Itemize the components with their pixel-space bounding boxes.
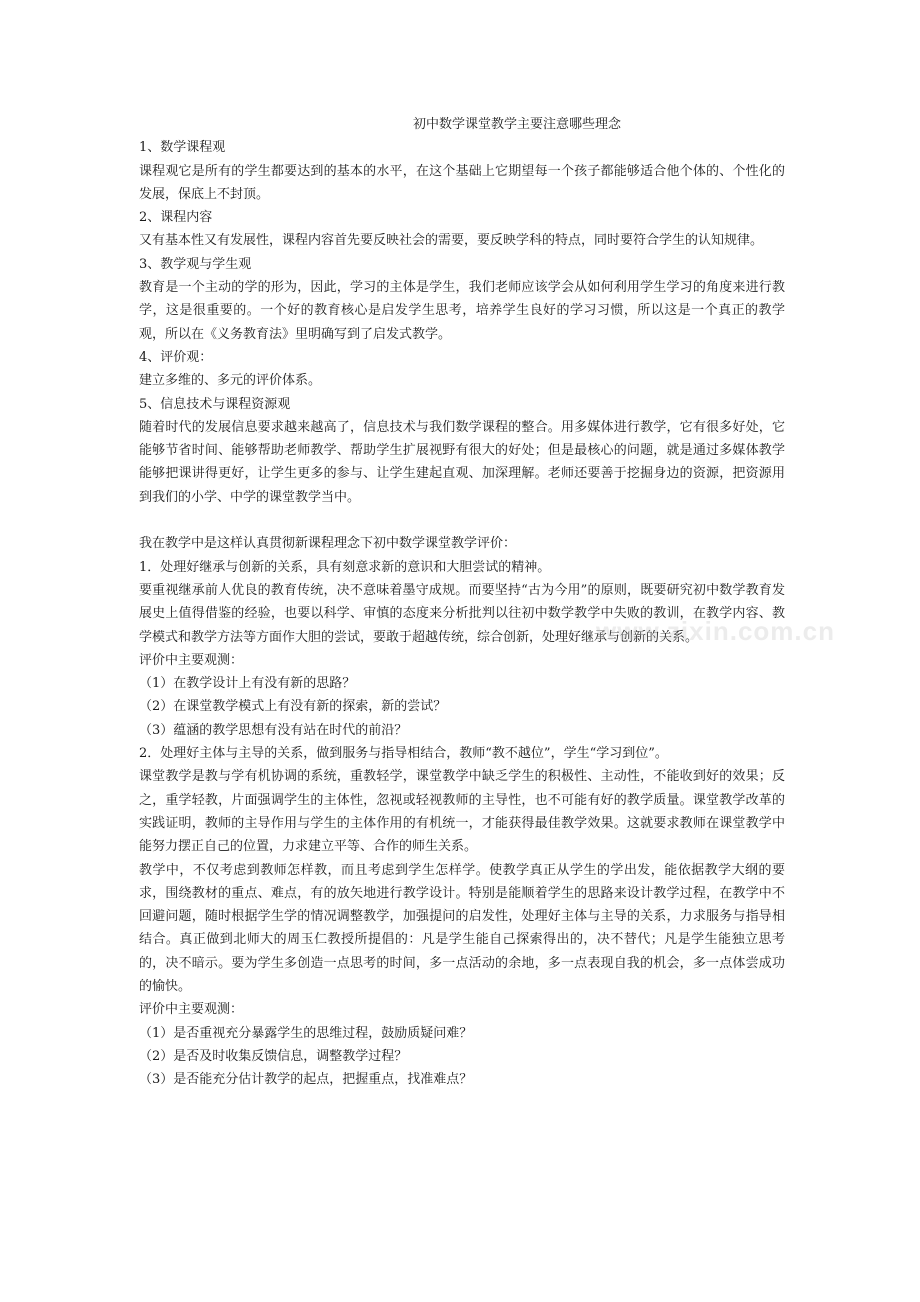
item-2-observe-point: （1）是否重视充分暴露学生的思维过程，鼓励质疑问难？: [139, 1025, 473, 1041]
section-3-heading: 3、教学观与学生观: [139, 256, 252, 272]
item-2-heading: 2．处理好主体与主导的关系，做到服务与指导相结合，教师“教不越位”，学生“学习到位”。: [139, 746, 668, 762]
item-1-observe-label: 评价中主要观测：: [139, 652, 244, 668]
item-2-body-paragraph-1: 课堂教学是教与学有机协调的系统，重教轻学，课堂教学中缺乏学生的积极性、主动性，不能收到好的效果；反之，重学轻教，片面强调学生的主体性，忽视或轻视教师的主导性，也不可能有好的教学质量。课堂教学改革的实践证明，教师的主导作用与学生的主体作用的有机统一，才能获得最佳教学效果。这就要求教师在课堂教学中能努力摆正自己的位置，力求建立平等、合作的师生关系。: [139, 769, 785, 855]
blank-line: [139, 509, 785, 532]
section-2-heading: 2、课程内容: [139, 210, 213, 226]
item-2-observe-point: （3）是否能充分估计教学的起点，把握重点，找准难点？: [139, 1072, 473, 1088]
item-2-observe-label: 评价中主要观测：: [139, 1002, 244, 1018]
document-title: 初中数学课堂教学主要注意哪些理念: [412, 117, 621, 132]
item-2-observe-point: （2）是否及时收集反馈信息，调整教学过程？: [139, 1048, 408, 1064]
item-1-observe-point: （2）在课堂教学模式上有没有新的探索，新的尝试？: [139, 699, 447, 715]
item-1-observe-point: （1）在教学设计上有没有新的思路？: [139, 676, 356, 692]
item-2-body-paragraph-2: 教学中，不仅考虑到教师怎样教，而且考虑到学生怎样学。使教学真正从学生的学出发，能依据教学大纲的要求，围绕教材的重点、难点，有的放矢地进行教学设计。特别是能顺着学生的思路来设计教学过程，在教学中不回避问题，随时根据学生学的情况调整教学，加强提问的启发性，处理好主体与主导的关系，力求服务与指导相结合。真正做到北师大的周玉仁教授所提倡的：凡是学生能自己探索得出的，决不替代；凡是学生能独立思考的，决不暗示。要为学生多创造一点思考的时间，多一点活动的余地，多一点表现自我的机会，多一点体尝成功的愉快。: [139, 862, 785, 994]
item-1-heading: 1．处理好继承与创新的关系，具有刻意求新的意识和大胆尝试的精神。: [139, 559, 551, 575]
part-2-intro: 我在教学中是这样认真贯彻新课程理念下初中数学课堂教学评价：: [139, 536, 517, 552]
section-5-heading: 5、信息技术与课程资源观: [139, 396, 291, 412]
section-5-body: 随着时代的发展信息要求越来越高了，信息技术与我们数学课程的整合。用多媒体进行教学，它有很多好处，它能够节省时间、能够帮助老师教学、帮助学生扩展视野有很大的好处；但是最核心的问题，就是通过多媒体教学能够把课讲得更好，让学生更多的参与、让学生建起直观、加深理解。老师还要善于挖掘身边的资源，把资源用到我们的小学、中学的课堂教学当中。: [139, 419, 785, 505]
section-4-heading: 4、评价观：: [139, 349, 213, 365]
section-3-body: 教育是一个主动的学的形为，因此，学习的主体是学生，我们老师应该学会从如何利用学生学习的角度来进行教学，这是很重要的。一个好的教育核心是启发学生思考，培养学生良好的学习习惯，所以这是一个真正的教学观，所以在《义务教育法》里明确写到了启发式教学。: [139, 280, 785, 342]
document-body: [139, 113, 785, 1091]
section-1-heading: 1、数学课程观: [139, 140, 226, 156]
item-1-observe-point: （3）蕴涵的教学思想有没有站在时代的前沿？: [139, 722, 408, 738]
section-2-body: 又有基本性又有发展性，课程内容首先要反映社会的需要，要反映学科的特点，同时要符合学生的认知规律。: [139, 233, 764, 249]
section-4-body: 建立多维的、多元的评价体系。: [139, 373, 322, 389]
section-1-body: 课程观它是所有的学生都要达到的基本的水平，在这个基础上它期望每一个孩子都能够适合他个体的、个性化的发展，保底上不封顶。: [139, 163, 785, 202]
item-1-body: 要重视继承前人优良的教育传统，决不意味着墨守成规。而要坚持“古为今用”的原则，既要研究初中数学教育发展史上值得借鉴的经验，也要以科学、审慎的态度来分析批判以往初中数学教学中失败的教训，在教学内容、教学模式和教学方法等方面作大胆的尝试，要敢于超越传统，综合创新，处理好继承与创新的关系。: [139, 582, 785, 645]
site-watermark: www.zixin.com.cn: [596, 616, 835, 646]
